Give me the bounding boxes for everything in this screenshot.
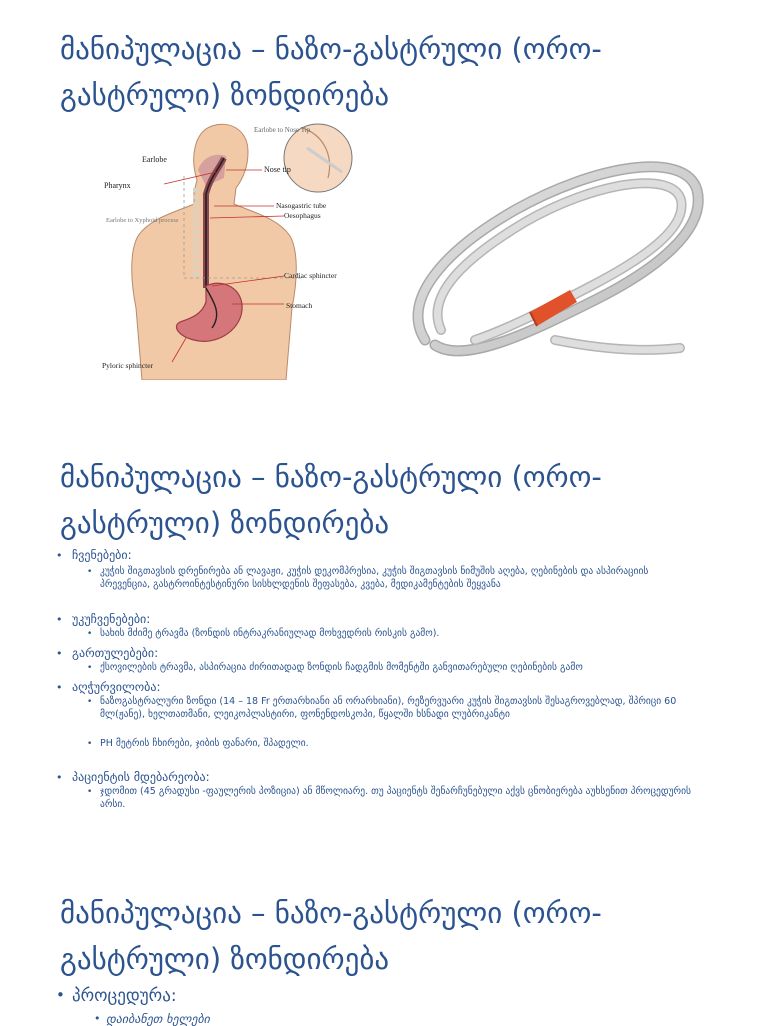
list-item: • ნაზოგასტრალური ზონდი (14 – 18 Fr ერთარხიანი ან ორარხიანი), რეზერვუარი კუჭის შიგთავსის შესაგროვებლად, შპრიცი 60 მლ(ჟანე), ხელთათმანი, ლეიკოპლასტირი, ფონენდოსკოპი, წყალში ხსნადი ლუბრიკანტი [88, 696, 698, 721]
stomach-label: Stomach [286, 301, 313, 310]
slide-2-title: მანიპულაცია – ნაზო-გასტრული (ორო-გასტრული) ზონდირება [60, 460, 602, 540]
section-heading: • გართულებები: [58, 646, 158, 661]
list-item: • დაიბანეთ ხელები [106, 1012, 210, 1026]
pyloric-sphincter-label: Pyloric sphincter [102, 361, 154, 370]
nasogastric-anatomy-illustration [102, 118, 364, 380]
pharynx-label: Pharynx [104, 181, 131, 190]
cardiac-sphincter-label: Cardiac sphincter [284, 271, 337, 280]
nose-tip-label: Nose tip [264, 165, 291, 174]
section-heading: • აღჭურვილობა: [58, 680, 161, 695]
list-item: • ქსოვილების ტრავმა, ასპირაცია ძირითადად ზონდის ჩადგმის მომენტში განვითარებული ღებინების გამო [88, 662, 698, 675]
nasogastric-tube-label: Nasogastric tube [276, 201, 327, 210]
slide-1-title: მანიპულაცია – ნაზო-გასტრული (ორო-გასტრული) ზონდირება [60, 32, 602, 112]
section-heading: • ჩვენებები: [58, 548, 132, 563]
earlobe-to-xyphoid-label: Earlobe to Xyphoid process [106, 217, 179, 224]
list-item: • სახის მძიმე ტრავმა (ზონდის ინტრაკრანიულად მოხვედრის რისკის გამო). [88, 628, 698, 641]
earlobe-to-nose-label: Earlobe to Nose Tip [254, 126, 311, 134]
nasogastric-tube-photo [405, 130, 715, 380]
section-heading: • უკუჩვენებები: [58, 612, 150, 627]
list-item: • კუჭის შიგთავსის დრენირება ან ლავაჟი, კუჭის დეკომპრესია, კუჭის შიგთავსის ნიმუშის აღება, ღებინების და ასპირაციის პრევენცია, გასტროინტესტინური სისხლდენის შეფასება, კვება, მედიკამენტების შეყვანა [88, 566, 698, 591]
list-item: • PH მეტრის ჩხირები, ჯიბის ფანარი, შპადელი. [88, 738, 698, 751]
list-item: • ჯდომით (45 გრადუსი -ფაულერის პოზიცია) ან მწოლიარე. თუ პაციენტს შენარჩუნებული აქვს ცნობიერება აუხსენით პროცედურის არსი. [88, 786, 698, 811]
section-heading: • პაციენტის მდებარეობა: [58, 770, 210, 785]
oesophagus-label: Oesophagus [284, 211, 321, 220]
earlobe-label: Earlobe [142, 155, 167, 164]
procedure-heading: • პროცედურა: [58, 986, 177, 1006]
slide-3-title: მანიპულაცია – ნაზო-გასტრული (ორო-გასტრული) ზონდირება [60, 896, 602, 976]
